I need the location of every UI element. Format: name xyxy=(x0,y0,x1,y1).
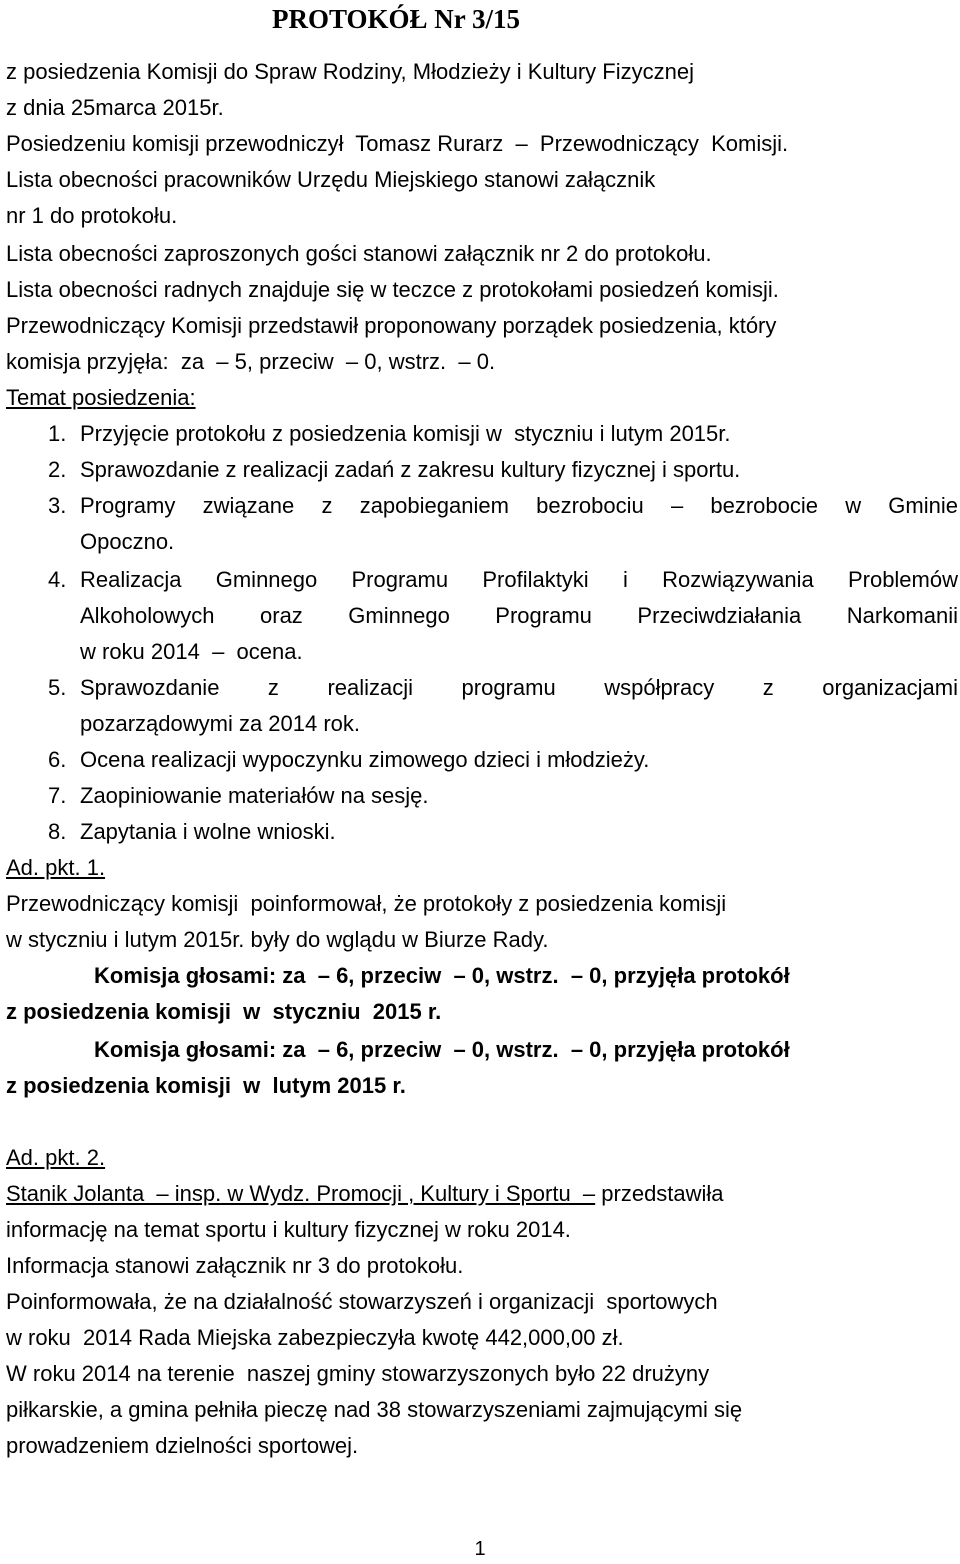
intro-line: nr 1 do protokołu. xyxy=(6,203,178,228)
agenda-item-text: Alkoholowych oraz Gminnego Programu Przeciwdziałania Narkomanii xyxy=(80,603,958,628)
agenda-item-text: Przyjęcie protokołu z posiedzenia komisji w styczniu i lutym 2015r. xyxy=(80,421,731,446)
section-1-line: w styczniu i lutym 2015r. były do wglądu w Biurze Rady. xyxy=(6,927,549,952)
speaker-action: przedstawiła xyxy=(595,1181,724,1206)
section-2-line: piłkarskie, a gmina pełniła pieczę nad 38 stowarzyszeniami zajmującymi się xyxy=(6,1397,743,1422)
agenda-item-number: 4. xyxy=(48,567,67,592)
section-2-line: Poinformowała, że na działalność stowarzyszeń i organizacji sportowych xyxy=(6,1289,718,1314)
agenda-item-number: 1. xyxy=(48,421,67,446)
section-1-heading: Ad. pkt. 1. xyxy=(6,855,106,880)
agenda-item-number: 3. xyxy=(48,493,67,518)
agenda-item-text: Sprawozdanie z realizacji zadań z zakresu kultury fizycznej i sportu. xyxy=(80,457,741,482)
agenda-item-number: 7. xyxy=(48,783,67,808)
intro-line: Lista obecności pracowników Urzędu Miejskiego stanowi załącznik xyxy=(6,167,656,192)
agenda-item-text: Realizacja Gminnego Programu Profilaktyki i Rozwiązywania Problemów xyxy=(80,567,958,592)
vote-result-2-subject: z posiedzenia komisji w lutym 2015 r. xyxy=(6,1073,406,1098)
vote-result-1: Komisja głosami: za – 6, przeciw – 0, wstrz. – 0, przyjęła protokół xyxy=(94,963,790,988)
intro-line: Posiedzeniu komisji przewodniczył Tomasz Rurarz – Przewodniczący Komisji. xyxy=(6,131,789,156)
section-1-line: Przewodniczący komisji poinformował, że protokoły z posiedzenia komisji xyxy=(6,891,727,916)
agenda-item-number: 8. xyxy=(48,819,67,844)
intro-line: z posiedzenia Komisji do Spraw Rodziny, Młodzieży i Kultury Fizycznej xyxy=(6,59,694,84)
section-2-line: W roku 2014 na terenie naszej gminy stowarzyszonych było 22 drużyny xyxy=(6,1361,710,1386)
agenda-item-text: Opoczno. xyxy=(80,529,175,554)
intro-line: Lista obecności zaproszonych gości stanowi załącznik nr 2 do protokołu. xyxy=(6,241,712,266)
section-2-line: informację na temat sportu i kultury fizycznej w roku 2014. xyxy=(6,1217,571,1242)
intro-line: z dnia 25marca 2015r. xyxy=(6,95,224,120)
agenda-item-text: Zapytania i wolne wnioski. xyxy=(80,819,336,844)
intro-line: komisja przyjęła: za – 5, przeciw – 0, wstrz. – 0. xyxy=(6,349,496,374)
agenda-item-number: 5. xyxy=(48,675,67,700)
agenda-item-text: Programy związane z zapobieganiem bezrobociu – bezrobocie w Gminie xyxy=(80,493,958,518)
agenda-item-number: 2. xyxy=(48,457,67,482)
section-2-line: Informacja stanowi załącznik nr 3 do protokołu. xyxy=(6,1253,464,1278)
intro-line: Przewodniczący Komisji przedstawił proponowany porządek posiedzenia, który xyxy=(6,313,777,338)
vote-result-1-subject: z posiedzenia komisji w styczniu 2015 r. xyxy=(6,999,442,1024)
agenda-item-number: 6. xyxy=(48,747,67,772)
agenda-item-text: pozarządowymi za 2014 rok. xyxy=(80,711,361,736)
agenda-item-text: Zaopiniowanie materiałów na sesję. xyxy=(80,783,429,808)
intro-line: Lista obecności radnych znajduje się w teczce z protokołami posiedzeń komisji. xyxy=(6,277,779,302)
section-2-line: w roku 2014 Rada Miejska zabezpieczyła kwotę 442,000,00 zł. xyxy=(6,1325,624,1350)
vote-result-2: Komisja głosami: za – 6, przeciw – 0, wstrz. – 0, przyjęła protokół xyxy=(94,1037,790,1062)
section-2-heading: Ad. pkt. 2. xyxy=(6,1145,106,1170)
agenda-heading: Temat posiedzenia: xyxy=(6,385,196,410)
section-2-speaker xyxy=(6,1179,724,1209)
agenda-item-text: Sprawozdanie z realizacji programu współpracy z organizacjami xyxy=(80,675,958,700)
agenda-item-text: w roku 2014 – ocena. xyxy=(80,639,303,664)
agenda-item-text: Ocena realizacji wypoczynku zimowego dzieci i młodzieży. xyxy=(80,747,650,772)
section-2-line: prowadzeniem dzielności sportowej. xyxy=(6,1433,359,1458)
document-title: PROTOKÓŁ Nr 3/15 xyxy=(271,4,521,34)
page-number: 1 xyxy=(474,1538,486,1560)
speaker-name: Stanik Jolanta – insp. w Wydz. Promocji , Kultury i Sportu – xyxy=(6,1181,596,1206)
